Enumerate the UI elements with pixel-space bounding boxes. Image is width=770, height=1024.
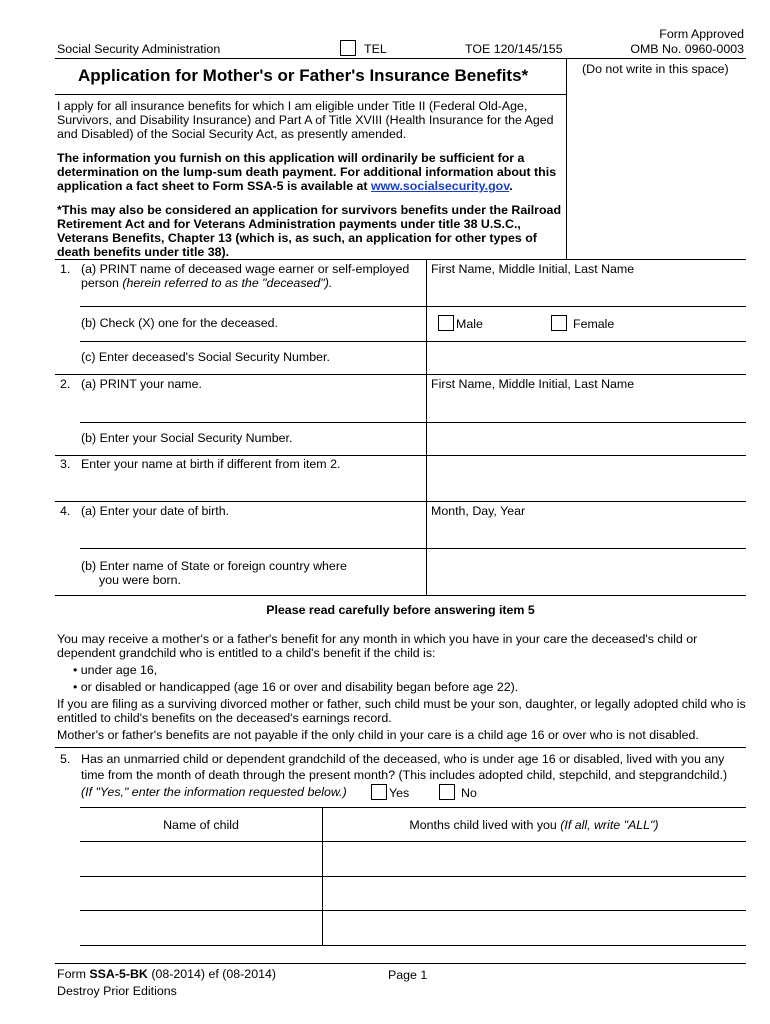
fact-sheet-end: . <box>509 179 513 193</box>
notice-bullet-2: • or disabled or handicapped (age 16 or over and disability began before age 22). <box>73 680 519 694</box>
page-title: Application for Mother's or Father's Insurance Benefits* <box>78 66 529 85</box>
item-5-question-line1: Has an unmarried child or dependent grandchild of the deceased, who is under age 16 or disabled, lived with you any <box>81 752 725 766</box>
form-edition: (08-2014) ef (08-2014) <box>147 967 277 981</box>
item-4b-label-line1: (b) Enter name of State or foreign country where <box>81 559 347 573</box>
form-id: SSA-5-BK <box>89 967 148 981</box>
child-row-2-name[interactable] <box>82 878 320 909</box>
socialsecurity-link[interactable]: www.socialsecurity.gov <box>371 179 510 193</box>
office-use-note: (Do not write in this space) <box>582 62 729 76</box>
your-ssn-field[interactable] <box>431 425 743 453</box>
item-1c-label: (c) Enter deceased's Social Security Number. <box>81 350 330 364</box>
item-1b-label: (b) Check (X) one for the deceased. <box>81 316 278 330</box>
date-of-birth-field[interactable]: Month, Day, Year <box>431 504 526 518</box>
female-label: Female <box>573 317 615 331</box>
item-3-label: Enter your name at birth if different from item 2. <box>81 457 341 471</box>
yes-checkbox[interactable] <box>371 784 387 800</box>
item-2-number: 2. <box>60 377 71 391</box>
male-checkbox[interactable] <box>438 315 454 331</box>
item-1-number: 1. <box>60 262 71 276</box>
item-2b-label: (b) Enter your Social Security Number. <box>81 431 293 445</box>
form-identifier <box>57 967 276 981</box>
no-label: No <box>461 786 477 800</box>
form-approved: Form Approved <box>659 27 744 41</box>
tel-label: TEL <box>364 42 387 56</box>
birthplace-field[interactable] <box>431 551 743 593</box>
railroad-note: *This may also be considered an application for survivors benefits under the Railroad Retirement Act and for Veterans Administration payments under title 38 U.S.C., Veterans Benefits, Chapter 13 (which is, as such, an application for other types of death benefits under title 38). <box>57 203 562 259</box>
item-4a-label: (a) Enter your date of birth. <box>81 504 230 518</box>
col-months-italic: (If all, write "ALL") <box>560 818 659 832</box>
col-months-text: Months child lived with you <box>409 818 561 832</box>
notice-bullet-1-text: under age 16, <box>80 663 158 677</box>
notice-bullet-1: • under age 16, <box>73 663 158 677</box>
col-name-of-child: Name of child <box>163 818 239 832</box>
tel-checkbox[interactable] <box>340 40 356 56</box>
toe-code: TOE 120/145/155 <box>465 42 563 56</box>
item-5-number: 5. <box>60 752 71 766</box>
notice-paragraph-3: Mother's or father's benefits are not payable if the only child in your care is a child age 16 or over who is not disabled. <box>57 728 699 742</box>
item-5-instruction: (If "Yes," enter the information requested below.) <box>81 785 347 799</box>
female-checkbox[interactable] <box>551 315 567 331</box>
fact-sheet-text: The information you furnish on this application will ordinarily be sufficient for a determination on the lump-sum death payment. For additional information about this application a fact sheet to Form SSA-5 is available at <box>57 151 557 193</box>
col-months-lived <box>322 818 746 832</box>
notice-paragraph-2: If you are filing as a surviving divorced mother or father, such child must be your son, daughter, or legally adopted child who is entitled to child's benefits on the deceased's earnings record. <box>57 697 746 725</box>
agency-name: Social Security Administration <box>57 42 221 56</box>
form-prefix: Form <box>57 967 90 981</box>
child-row-1-name[interactable] <box>82 843 320 875</box>
child-row-1-months[interactable] <box>324 843 744 875</box>
item-4b-label-line2: you were born. <box>99 573 181 587</box>
birth-name-field[interactable] <box>431 458 743 498</box>
no-checkbox[interactable] <box>439 784 455 800</box>
item-2a-label: (a) PRINT your name. <box>81 377 202 391</box>
notice-heading: Please read carefully before answering item 5 <box>266 603 535 617</box>
deceased-name-field[interactable]: First Name, Middle Initial, Last Name <box>431 262 635 276</box>
item-1a-italic: (herein referred to as the "deceased"). <box>122 276 333 290</box>
omb-number: OMB No. 0960-0003 <box>630 42 744 56</box>
item-4-number: 4. <box>60 504 71 518</box>
item-3-number: 3. <box>60 457 71 471</box>
child-row-3-name[interactable] <box>82 912 320 944</box>
notice-bullet-2-text: or disabled or handicapped (age 16 or over and disability began before age 22). <box>80 680 519 694</box>
your-name-field[interactable]: First Name, Middle Initial, Last Name <box>431 377 635 391</box>
yes-label: Yes <box>389 786 410 800</box>
male-label: Male <box>456 317 483 331</box>
intro-paragraph: I apply for all insurance benefits for which I am eligible under Title II (Federal Old-Age, Survivors, and Disability Insurance) and Part A of Title XVIII (Health Insurance for the Aged and Disabled) of the Social Security Act, as presently amended. <box>57 99 554 141</box>
page-number: Page 1 <box>388 968 428 982</box>
destroy-prior-editions: Destroy Prior Editions <box>57 984 177 998</box>
deceased-ssn-field[interactable] <box>431 344 743 372</box>
item-1a-text: (a) PRINT name of deceased wage earner or self-employed person <box>81 262 410 290</box>
item-5-question-line2: time from the month of death through the present month? (This includes adopted child, stepchild, and stepgrandchild.) <box>81 768 728 782</box>
fact-sheet-paragraph <box>57 151 566 193</box>
item-1a-label <box>81 262 421 290</box>
child-row-2-months[interactable] <box>324 878 744 909</box>
child-row-3-months[interactable] <box>324 912 744 944</box>
notice-paragraph-1: You may receive a mother's or a father's benefit for any month in which you have in your care the deceased's child or dependent grandchild who is entitled to a child's benefit if the child is: <box>57 632 698 660</box>
